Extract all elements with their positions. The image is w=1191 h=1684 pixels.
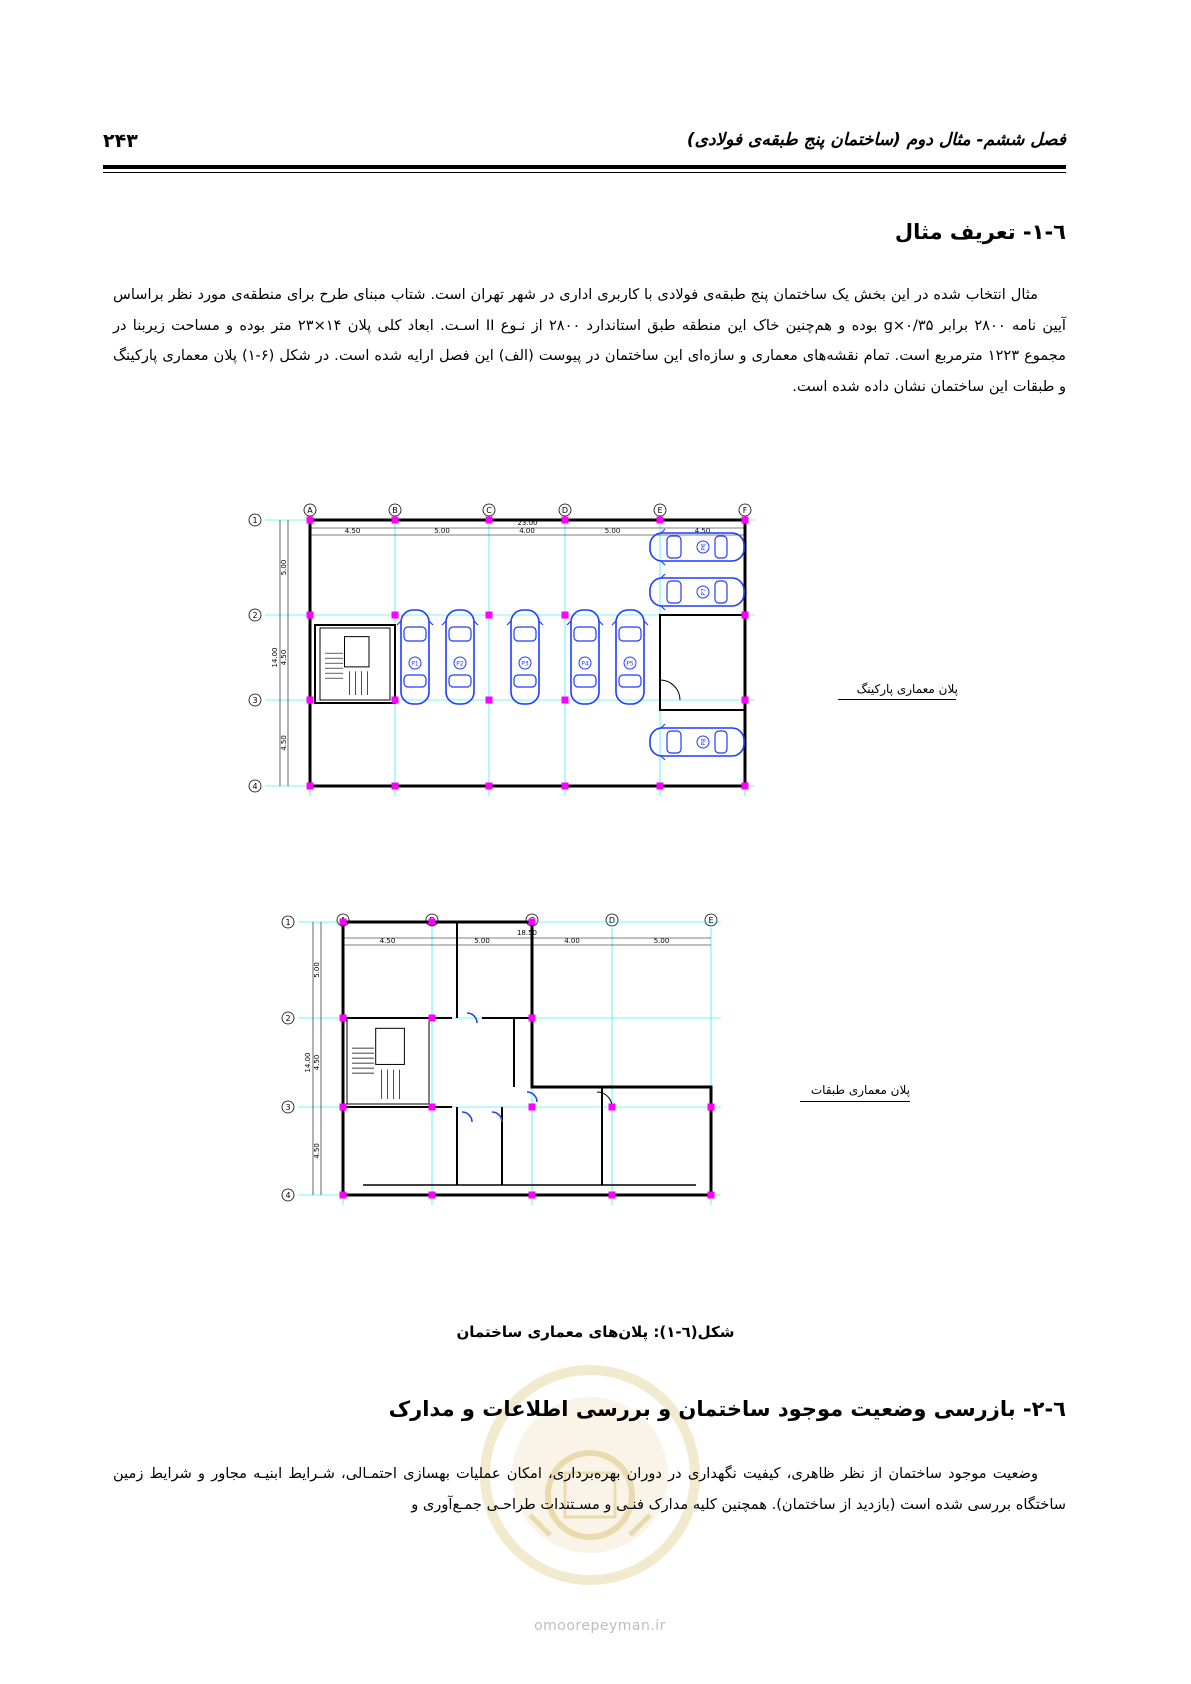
car-windshield [667,581,681,603]
section-2-paragraph [113,1459,1066,1520]
grid-bubble-B-label: B [392,506,398,515]
steel-column [562,612,569,619]
steel-column [340,1192,347,1199]
car-windshield [404,627,426,641]
dim-rowspan-text: 4.50 [280,649,288,666]
car-rear-window [514,675,536,687]
car-windshield [514,627,536,641]
stair [320,628,390,700]
steel-column [742,697,749,704]
dim-span-text: 5.00 [653,937,670,945]
steel-column [307,612,314,619]
parking-outer-wall [310,520,745,786]
door-swing [462,1112,472,1122]
car-rear-window [715,536,727,558]
steel-column [307,517,314,524]
steel-column [708,1192,715,1199]
parking-side-room [660,615,745,710]
dim-overall-text: 23.00 [517,519,538,527]
section-2-text: وضعیت موجود ساختمان از نظر ظاهری، کیفیت نگهداری در دوران بهره‌برداری، امکان عملیات بهسازی احتمـالی، شـرایط ابنیـه مجاور و شرایط زمین ساختگاه بررسی شده است (بازدید از ساختمان). همچنین کلیه مدارک فنـی و مسـتندات طراحـی جمـع‌آوری و [113,1465,1066,1513]
door-swing [492,1112,502,1122]
steel-column [486,697,493,704]
dim-depth-text: 14.00 [271,647,279,668]
car-label: P8 [700,738,708,746]
figure-caption: شکل(٦-١): پلان‌های معماری ساختمان [456,1323,735,1341]
steel-column [562,697,569,704]
grid-bubble-4-label: 4 [252,782,258,791]
section-2-heading: ٦-٢- بازرسی وضعیت موجود ساختمان و بررسی اطلاعات و مدارک [388,1397,1066,1421]
car-mirrors [612,621,648,625]
grid-bubble-1-label: 1 [252,516,258,525]
car-P3 [507,610,543,704]
steel-column [392,612,399,619]
steel-column [742,612,749,619]
steel-column [307,697,314,704]
car-mirrors [442,621,478,625]
grid-bubble-1-label: 1 [285,918,291,927]
parking-plan-root [249,504,755,796]
dim-rowspan-text: 4.50 [313,1054,321,1071]
grid-bubble-C-label: C [486,506,492,515]
car-rear-window [619,675,641,687]
dim-rowspan-text: 4.50 [280,735,288,751]
steel-column [429,919,436,926]
steel-column [609,1192,616,1199]
parking-label-underline [838,699,956,700]
car-mirrors [507,621,543,625]
header-rule-thin [103,172,1066,173]
car-rear-window [449,675,471,687]
steel-column [392,697,399,704]
steel-column [340,1104,347,1111]
steel-column [340,919,347,926]
steel-column [609,1104,616,1111]
dim-span-text: 5.00 [604,527,621,535]
stair-outline [347,1018,429,1104]
car-label: P1 [411,660,419,668]
steel-column [429,1192,436,1199]
door-swing [660,680,680,700]
dim-span-text: 5.00 [434,527,450,535]
floor-outer-wall [343,922,711,1195]
section-1-paragraph [113,280,1066,402]
dim-span-text: 4.50 [694,527,711,535]
steel-column [486,612,493,619]
dim-rowspan-text: 5.00 [313,962,321,978]
grid-bubble-D-label: D [608,916,616,925]
dim-span-text: 5.00 [474,937,490,945]
car-mirrors [661,529,665,565]
parking-plan-label: پلان معماری پارکینگ [856,682,958,696]
car-rear-window [715,581,727,603]
grid-bubble-2-label: 2 [252,611,258,620]
steel-column [657,783,664,790]
steel-column [429,1015,436,1022]
steel-column [392,517,399,524]
grid-bubble-3-label: 3 [252,696,258,705]
car-label: P6 [700,543,708,551]
grid-bubble-E-label: E [657,506,663,515]
dim-overall-text: 18.50 [516,929,538,937]
car-rear-window [404,675,426,687]
steel-column [307,783,314,790]
steel-column [562,783,569,790]
grid-bubble-F-label: F [742,506,748,515]
car-windshield [667,536,681,558]
car-mirrors [567,621,603,625]
stair-core [345,637,370,667]
page-number: ۲۴۳ [103,130,138,152]
car-label: P7 [700,588,708,596]
chapter-header-title: فصل ششم- مثال دوم (ساختمان پنج طبقه‌ی فولادی) [686,130,1066,150]
steel-column [529,1104,536,1111]
steel-column [340,1015,347,1022]
grid-bubble-4-label: 4 [285,1191,291,1200]
steel-column [529,919,536,926]
car-label: P2 [456,660,464,668]
steel-column [742,517,749,524]
car-P2 [442,610,478,704]
dim-depth-text: 14.00 [304,1052,312,1073]
steel-column [562,517,569,524]
car-label: P3 [521,660,529,668]
dim-span-text: 4.50 [344,527,361,535]
steel-column [742,783,749,790]
floor-plan-drawing [285,910,935,1310]
dim-rowspan-text: 5.00 [280,559,288,576]
car-label: P5 [626,660,634,668]
car-P7 [650,574,744,610]
grid-bubble-A-label: A [307,506,313,515]
car-mirrors [397,621,433,625]
floor-plan-root [282,914,721,1205]
floor-label-underline [800,1101,910,1102]
car-windshield [449,627,471,641]
car-P4 [567,610,603,704]
section-1-text: مثال انتخاب شده در این بخش یک ساختمان پنج طبقه‌ی فولادی با کاربری اداری در شهر تهران است. شتاب مبنای طرح برای منطقه‌ی مورد نظر براساس آیین نامه ۲۸۰۰ برابر g×۰/۳۵ بوده و هم‌چنین خاک این منطقه طبق استاندارد ۲۸۰۰ از نـوع II اسـت. ابعاد کلی پلان ۱۴×۲۳ متر بوده و مساحت زیربنا در مجموع ۱۲۲۳ مترمربع است. تمام نقشه‌های معماری و سازه‌ای این ساختمان در پیوست (الف) این فصل ارایه شده است. در شکل (۶-۱) پلان معماری پارکینگ و طبقات این ساختمان نشان داده شده است. [113,286,1066,395]
grid-bubble-E-label: E [708,916,714,925]
car-windshield [619,627,641,641]
car-P8 [650,724,744,760]
car-rear-window [715,731,727,753]
dim-span-text: 4.00 [564,937,580,945]
car-windshield [574,627,596,641]
dim-rowspan-text: 4.50 [313,1143,321,1159]
stair [347,1018,429,1104]
steel-column [708,1104,715,1111]
section-1-heading: ٦-١- تعريف مثال [894,220,1066,244]
car-label: P4 [581,660,589,668]
stair-outline [320,628,390,700]
car-P1 [397,610,433,704]
floor-plan-label: پلان معماری طبقات [810,1083,910,1097]
stair-core [376,1028,405,1064]
steel-column [657,517,664,524]
dim-span-text: 4.00 [519,527,535,535]
grid-bubble-D-label: D [561,506,569,515]
car-P5 [612,610,648,704]
grid-bubble-3-label: 3 [285,1103,291,1112]
watermark-site-text: omoorepeyman.ir [534,1618,666,1634]
car-windshield [667,731,681,753]
steel-column [529,1015,536,1022]
steel-column [486,517,493,524]
car-mirrors [661,724,665,760]
header-rule-thick [103,165,1066,169]
car-rear-window [574,675,596,687]
dim-span-text: 4.50 [379,937,396,945]
steel-column [529,1192,536,1199]
steel-column [392,783,399,790]
steel-column [429,1104,436,1111]
grid-bubble-2-label: 2 [285,1014,291,1023]
car-mirrors [661,574,665,610]
steel-column [486,783,493,790]
